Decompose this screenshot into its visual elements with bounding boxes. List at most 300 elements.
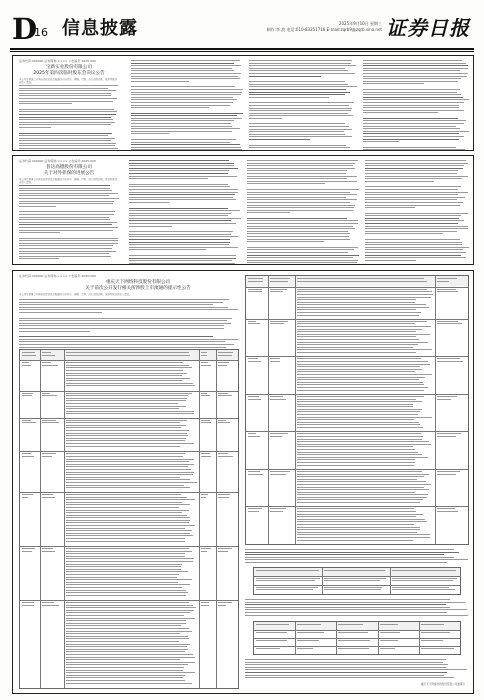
text-line xyxy=(19,111,117,112)
text-line xyxy=(249,131,344,132)
table-cell xyxy=(437,358,466,363)
table-cell xyxy=(22,420,38,425)
text-line xyxy=(363,83,424,84)
text-line xyxy=(363,102,464,103)
text-line xyxy=(247,202,350,203)
text-line xyxy=(247,249,354,250)
text-line xyxy=(363,89,460,90)
text-column xyxy=(245,599,469,617)
text-line xyxy=(249,134,345,135)
table-cell xyxy=(256,640,293,643)
text-line xyxy=(131,89,243,90)
text-line xyxy=(19,325,224,326)
company-name: 普达高德股份有限公司 xyxy=(46,165,92,170)
text-line xyxy=(247,194,357,195)
table-cell xyxy=(42,548,62,553)
table-cell xyxy=(297,433,433,467)
text-line xyxy=(19,312,102,313)
text-line xyxy=(363,149,465,150)
table-row-divider xyxy=(20,451,238,452)
table-column-divider xyxy=(64,350,65,688)
text-line xyxy=(249,81,345,82)
table-column-divider xyxy=(378,622,379,654)
table-cell xyxy=(297,640,334,643)
announcement-title: 关于对外担保的进展公告 xyxy=(43,171,95,176)
text-line xyxy=(363,92,457,93)
text-line xyxy=(19,101,113,102)
text-line xyxy=(19,230,113,231)
table-cell xyxy=(380,624,417,627)
text-line xyxy=(19,203,113,204)
text-line xyxy=(365,189,458,190)
text-line xyxy=(365,215,461,216)
text-line xyxy=(19,90,116,91)
text-line xyxy=(19,341,225,342)
text-line xyxy=(249,102,354,103)
table-cell xyxy=(256,624,293,627)
text-line xyxy=(363,133,459,134)
announcement-block-1 xyxy=(12,55,474,151)
text-line xyxy=(249,136,352,137)
text-line xyxy=(19,138,115,139)
text-line xyxy=(365,170,458,171)
text-line xyxy=(131,94,241,95)
text-line xyxy=(19,253,109,254)
text-line xyxy=(365,176,468,177)
text-line xyxy=(129,184,228,185)
text-line xyxy=(365,181,434,182)
masthead-meta xyxy=(267,21,382,33)
text-line xyxy=(249,97,329,98)
text-line xyxy=(363,118,458,119)
table-cell xyxy=(421,640,458,643)
text-line xyxy=(19,347,226,348)
text-line xyxy=(249,92,350,93)
table-row-divider xyxy=(20,600,238,601)
table-cell xyxy=(201,352,214,357)
text-line xyxy=(249,113,348,114)
table-cell xyxy=(66,420,197,449)
table-cell xyxy=(22,362,38,367)
text-line xyxy=(365,168,463,169)
text-line xyxy=(19,193,118,194)
table-column-divider xyxy=(435,276,436,544)
text-line xyxy=(19,206,56,207)
text-line xyxy=(247,170,347,171)
table-cell xyxy=(256,578,320,583)
table-cell xyxy=(437,508,466,513)
text-line xyxy=(19,232,60,233)
text-line xyxy=(365,213,468,214)
table-cell xyxy=(297,471,433,505)
text-line xyxy=(249,126,349,127)
table-cell xyxy=(22,494,38,499)
table-cell xyxy=(338,624,375,627)
text-line xyxy=(363,105,459,106)
text-line xyxy=(247,189,359,190)
text-line xyxy=(363,97,463,98)
table-cell xyxy=(201,548,214,553)
text-line xyxy=(247,212,290,213)
text-line xyxy=(365,218,459,219)
table-cell xyxy=(218,548,236,553)
text-line xyxy=(131,147,241,148)
table-cell xyxy=(421,648,458,651)
text-line xyxy=(129,186,230,187)
text-line xyxy=(247,168,355,169)
text-line xyxy=(129,226,172,227)
table-row-divider xyxy=(254,638,460,639)
text-line xyxy=(19,133,112,134)
table-cell xyxy=(270,321,293,326)
text-line xyxy=(245,659,446,660)
text-line xyxy=(131,126,232,127)
text-line xyxy=(249,76,321,77)
integrity-notice: 本公司及董事会全体成员保证信息披露的内容真实、准确、完整，没有虚假记载、误导性陈述或重大遗漏。 xyxy=(19,78,118,84)
text-line xyxy=(247,181,357,182)
text-line xyxy=(363,73,468,74)
text-line xyxy=(131,118,242,119)
table-cell xyxy=(437,396,466,401)
text-line xyxy=(363,112,438,113)
unlock-shares-table xyxy=(253,567,461,595)
text-line xyxy=(131,123,231,124)
text-line xyxy=(19,238,118,239)
table-column-divider xyxy=(199,350,200,688)
table-cell xyxy=(22,548,38,553)
table-cell xyxy=(42,420,62,425)
table-cell xyxy=(42,494,62,499)
text-line xyxy=(363,68,468,69)
text-line xyxy=(245,667,446,668)
text-line xyxy=(249,70,348,71)
text-line xyxy=(245,677,454,678)
integrity-notice: 本公司及董事会全体成员保证信息披露的内容真实、准确、完整，没有虚假记载、误导性陈述或重大遗漏。 xyxy=(19,293,132,296)
table-cell xyxy=(421,624,458,627)
text-line xyxy=(365,205,460,206)
text-line xyxy=(131,107,209,108)
text-line xyxy=(19,85,118,86)
text-line xyxy=(19,251,116,252)
table-cell xyxy=(380,648,417,651)
text-line xyxy=(247,220,358,221)
text-line xyxy=(249,84,348,85)
text-line xyxy=(131,105,230,106)
table-row-divider xyxy=(20,492,238,493)
text-column xyxy=(365,160,469,265)
text-line xyxy=(19,222,117,223)
text-line xyxy=(245,604,446,605)
text-line xyxy=(247,226,353,227)
text-line xyxy=(129,189,238,190)
text-line xyxy=(19,119,113,120)
text-line xyxy=(365,223,458,224)
table-cell xyxy=(66,548,197,597)
table-cell xyxy=(297,396,433,430)
text-line xyxy=(19,320,227,321)
text-line xyxy=(19,214,114,215)
text-line xyxy=(129,163,234,164)
text-line xyxy=(245,612,447,613)
text-line xyxy=(131,97,233,98)
text-line xyxy=(247,257,353,258)
table-cell xyxy=(437,471,466,476)
text-line xyxy=(19,117,111,118)
text-line xyxy=(245,672,447,673)
table-cell xyxy=(248,321,266,326)
text-line xyxy=(129,192,238,193)
text-line xyxy=(249,147,350,148)
text-line xyxy=(249,60,352,61)
text-line xyxy=(249,139,310,140)
text-line xyxy=(19,336,213,337)
text-line xyxy=(19,145,115,146)
text-line xyxy=(19,188,110,189)
text-line xyxy=(249,65,356,66)
text-line xyxy=(247,262,357,263)
text-line xyxy=(363,110,464,111)
table-cell xyxy=(338,640,375,643)
table-cell xyxy=(248,278,266,283)
text-line xyxy=(131,78,240,79)
text-line xyxy=(249,150,356,151)
text-line xyxy=(365,244,462,245)
text-column xyxy=(131,60,243,151)
table-cell xyxy=(66,352,197,357)
text-line xyxy=(249,86,357,87)
text-line xyxy=(19,198,119,199)
text-line xyxy=(247,176,357,177)
text-line xyxy=(247,233,350,234)
text-line xyxy=(245,562,447,563)
table-cell xyxy=(392,587,458,592)
table-cell xyxy=(437,433,466,438)
text-line xyxy=(129,178,208,179)
stock-code-line: 证券代码:000000 证券简称:×××× 公告编号:2025-000 xyxy=(19,274,96,278)
date-line: 2025年9月10日 星期三 xyxy=(338,21,382,26)
text-line xyxy=(247,160,358,161)
text-line xyxy=(365,255,461,256)
text-line xyxy=(19,258,59,259)
table-cell xyxy=(248,396,266,401)
text-column xyxy=(245,549,469,565)
text-line xyxy=(363,70,460,71)
text-column xyxy=(247,160,359,265)
table-cell xyxy=(66,362,197,388)
text-line xyxy=(247,205,355,206)
text-line xyxy=(129,236,238,237)
text-line xyxy=(363,78,461,79)
text-line xyxy=(363,139,459,140)
table-cell xyxy=(218,352,236,357)
text-line xyxy=(19,248,112,249)
table-cell xyxy=(248,289,266,294)
text-line xyxy=(365,178,462,179)
company-name: 重庆天下网络科技股份有限公司 xyxy=(105,280,171,285)
announcement-title: 关于前次公开发行相关所涉股上市流通的提示性公告 xyxy=(85,286,191,291)
table-row-divider xyxy=(20,360,238,361)
text-line xyxy=(19,195,109,196)
text-line xyxy=(129,199,236,200)
table-cell xyxy=(324,570,388,573)
text-line xyxy=(19,211,115,212)
text-line xyxy=(245,615,468,616)
text-line xyxy=(247,199,357,200)
table-cell xyxy=(248,433,266,438)
announcement-block-2 xyxy=(12,155,474,265)
text-line xyxy=(131,139,236,140)
text-line xyxy=(129,234,231,235)
text-line xyxy=(249,89,346,90)
text-line xyxy=(365,249,463,250)
table-cell xyxy=(338,632,375,635)
table-row-divider xyxy=(254,646,460,647)
text-line xyxy=(131,99,237,100)
text-line xyxy=(19,98,117,99)
table-cell xyxy=(22,352,38,357)
stock-code-line: 证券代码:000000 证券简称:×××× 公告编号:2025-000 xyxy=(19,59,96,63)
text-line xyxy=(363,131,469,132)
board-signature: 重庆天下网络科技股份有限公司董事会 xyxy=(420,683,465,686)
company-name: 宝新实业股份有限公司 xyxy=(46,65,92,70)
text-line xyxy=(19,243,118,244)
text-line xyxy=(19,227,118,228)
text-line xyxy=(129,258,236,259)
table-cell xyxy=(218,602,236,607)
table-row-divider xyxy=(254,585,460,586)
text-line xyxy=(19,88,108,89)
text-line xyxy=(19,328,224,329)
table-cell xyxy=(297,321,433,355)
text-line xyxy=(129,244,229,245)
text-line xyxy=(247,228,355,229)
table-cell xyxy=(297,632,334,635)
text-line xyxy=(247,207,354,208)
table-column-divider xyxy=(336,622,337,654)
table-cell xyxy=(201,362,214,367)
text-line xyxy=(365,242,462,243)
text-line xyxy=(365,173,457,174)
text-line xyxy=(131,102,233,103)
table-column-divider xyxy=(268,276,269,544)
text-line xyxy=(129,210,240,211)
table-cell xyxy=(297,289,433,318)
text-line xyxy=(365,257,466,258)
text-line xyxy=(19,307,228,308)
text-line xyxy=(19,122,115,123)
text-line xyxy=(129,170,229,171)
text-line xyxy=(363,65,468,66)
table-cell xyxy=(256,648,293,651)
text-line xyxy=(129,176,237,177)
text-line xyxy=(247,197,346,198)
text-line xyxy=(245,599,450,600)
text-line xyxy=(19,109,114,110)
text-line xyxy=(19,302,223,303)
table-cell xyxy=(270,278,293,283)
table-cell xyxy=(248,508,266,513)
text-line xyxy=(131,86,235,87)
table-cell xyxy=(66,453,197,489)
text-line xyxy=(365,231,457,232)
text-line xyxy=(131,76,238,77)
text-line xyxy=(131,63,234,64)
text-line xyxy=(19,299,229,300)
text-line xyxy=(365,199,457,200)
masthead-rule xyxy=(10,48,474,50)
table-row-divider xyxy=(254,630,460,631)
text-line xyxy=(363,123,464,124)
text-line xyxy=(19,309,238,310)
text-line xyxy=(19,103,72,104)
text-line xyxy=(363,81,458,82)
text-line xyxy=(131,144,240,145)
text-line xyxy=(249,110,351,111)
text-line xyxy=(19,304,213,305)
table-cell xyxy=(42,393,62,398)
table-cell xyxy=(297,508,433,542)
table-column-divider xyxy=(295,276,296,544)
page-number: 16 xyxy=(34,26,48,39)
table-column-divider xyxy=(322,568,323,594)
share-structure-table xyxy=(253,621,461,655)
text-line xyxy=(249,108,352,109)
table-cell xyxy=(256,632,293,635)
text-line xyxy=(365,233,443,234)
table-cell xyxy=(380,640,417,643)
table-cell xyxy=(437,289,466,294)
text-column xyxy=(19,185,119,265)
text-line xyxy=(19,185,110,186)
section-letter: D xyxy=(12,12,38,46)
text-line xyxy=(131,131,232,132)
table-row-divider xyxy=(254,576,460,577)
table-cell xyxy=(338,648,375,651)
text-line xyxy=(19,93,111,94)
text-line xyxy=(365,252,466,253)
text-line xyxy=(365,207,415,208)
text-line xyxy=(365,247,469,248)
text-line xyxy=(247,165,353,166)
text-line xyxy=(365,186,461,187)
text-line xyxy=(131,60,240,61)
text-line xyxy=(363,136,464,137)
text-line xyxy=(247,241,324,242)
text-line xyxy=(19,190,112,191)
holder-commitment-table xyxy=(19,349,239,689)
table-cell xyxy=(66,602,197,685)
text-line xyxy=(129,247,238,248)
section-title: 信息披露 xyxy=(62,18,138,39)
text-line xyxy=(19,256,111,257)
text-line xyxy=(363,141,399,142)
table-cell xyxy=(248,471,266,476)
text-line xyxy=(19,264,108,265)
table-cell xyxy=(437,278,466,283)
table-cell xyxy=(270,471,293,476)
text-line xyxy=(19,339,238,340)
table-cell xyxy=(42,352,62,357)
text-line xyxy=(19,217,109,218)
text-line xyxy=(245,664,448,665)
text-line xyxy=(247,163,355,164)
text-line xyxy=(19,124,111,125)
table-column-divider xyxy=(216,350,217,688)
text-line xyxy=(365,228,468,229)
text-line xyxy=(249,115,353,116)
table-cell xyxy=(392,570,458,573)
text-line xyxy=(19,148,118,149)
